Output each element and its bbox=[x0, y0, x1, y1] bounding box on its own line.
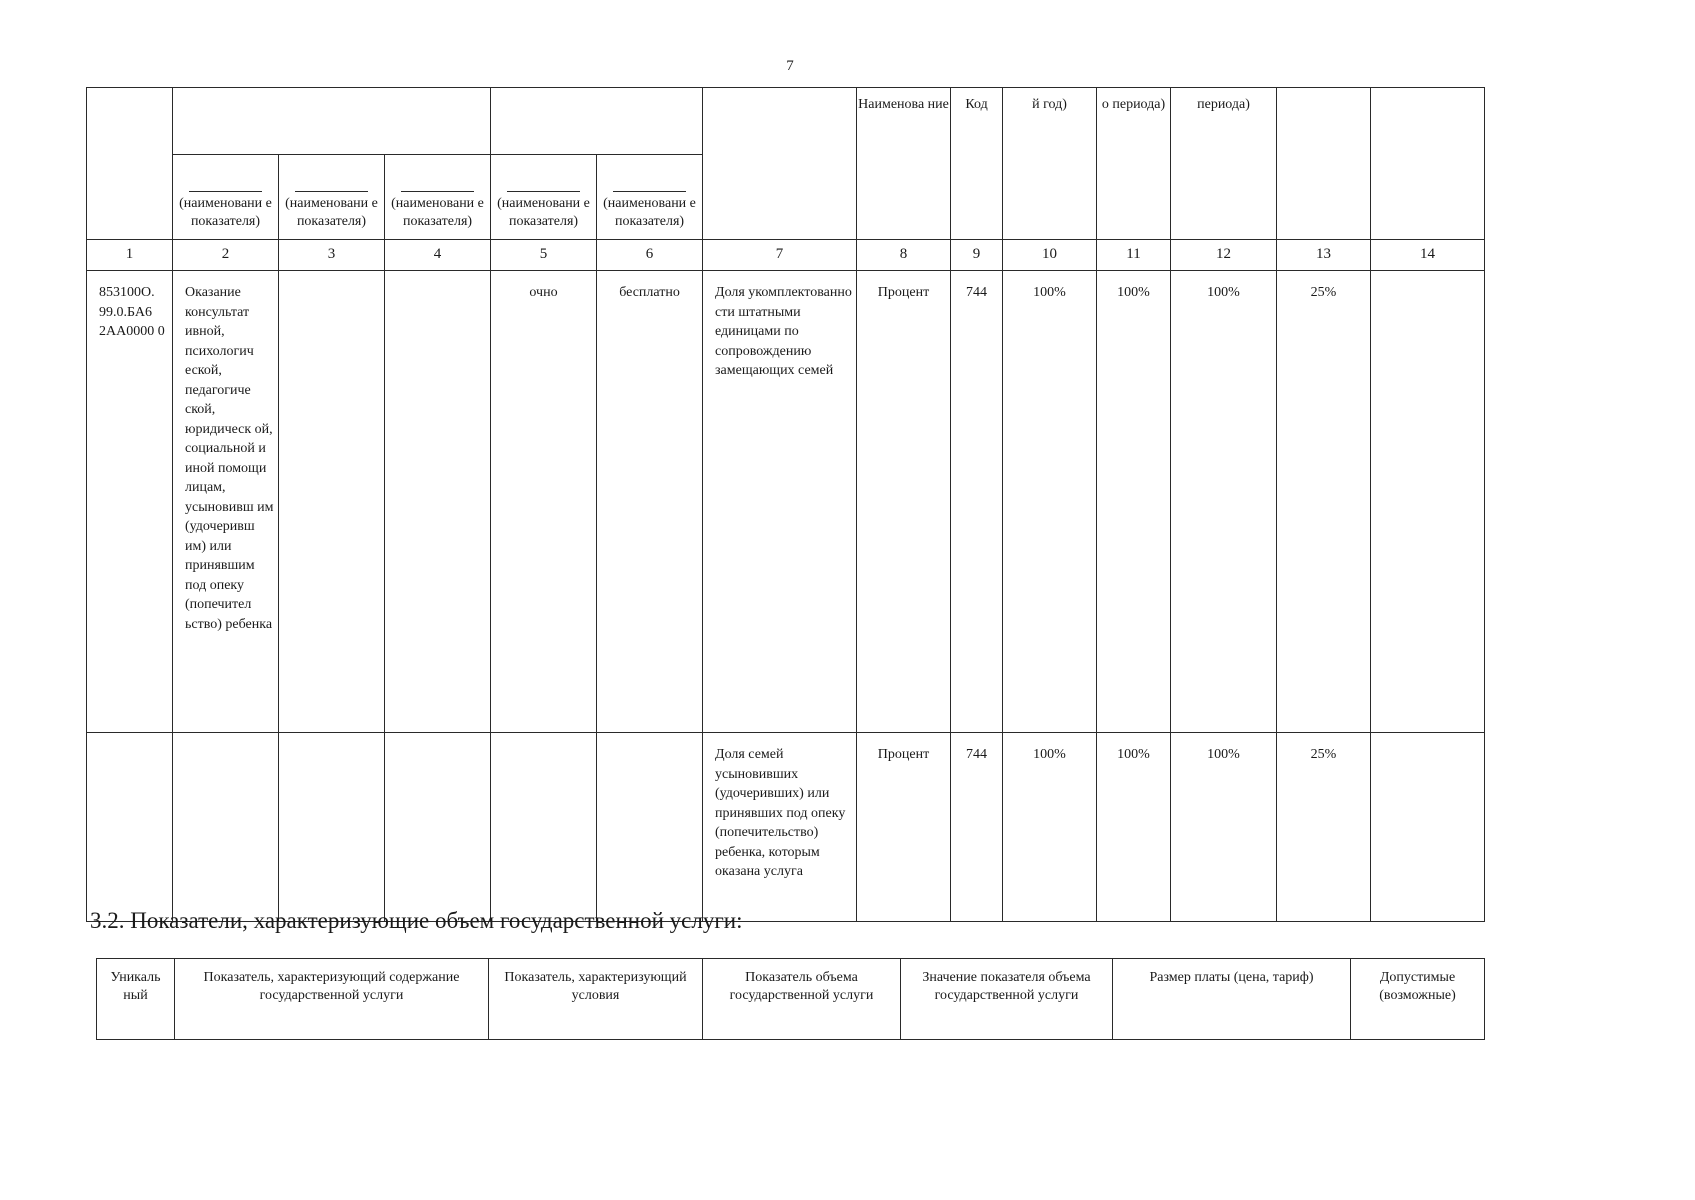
column-number: 13 bbox=[1277, 240, 1371, 271]
value-col10: 100% bbox=[1003, 733, 1097, 922]
value-col12: 100% bbox=[1171, 733, 1277, 922]
content-indicator-3 bbox=[385, 271, 491, 733]
unit-name: Процент bbox=[857, 271, 951, 733]
empty-cell bbox=[597, 733, 703, 922]
okei-code: 744 bbox=[951, 271, 1003, 733]
header-cell-indicator bbox=[703, 88, 857, 240]
column-number: 4 bbox=[385, 240, 491, 271]
column-header: Размер платы (цена, тариф) bbox=[1113, 959, 1351, 1040]
column-number: 6 bbox=[597, 240, 703, 271]
column-number: 12 bbox=[1171, 240, 1277, 271]
empty-cell bbox=[1371, 733, 1485, 922]
empty-cell bbox=[173, 733, 279, 922]
header-unit-code: Код bbox=[951, 88, 1003, 240]
table-row bbox=[87, 271, 1485, 733]
column-header: Допустимые (возможные) bbox=[1351, 959, 1485, 1040]
value-col10: 100% bbox=[1003, 271, 1097, 733]
column-number: 3 bbox=[279, 240, 385, 271]
table-row bbox=[87, 733, 1485, 922]
section-title: 3.2. Показатели, характеризующие объем государственной услуги: bbox=[90, 908, 743, 933]
column-number: 9 bbox=[951, 240, 1003, 271]
value-col14 bbox=[1371, 271, 1485, 733]
unit-name: Процент bbox=[857, 733, 951, 922]
quality-indicator-name: Доля семей усыновивших (удочеривших) или принявших под опеку (попечительство) ребенка, которым оказана услуга bbox=[703, 733, 857, 922]
sub-header-indicator-2: (наименовани е показателя) bbox=[279, 155, 385, 240]
column-number: 11 bbox=[1097, 240, 1171, 271]
column-number: 14 bbox=[1371, 240, 1485, 271]
empty-cell bbox=[385, 733, 491, 922]
header-cell-code bbox=[87, 88, 173, 240]
column-header: Показатель, характеризующий условия bbox=[489, 959, 703, 1040]
header-col13 bbox=[1277, 88, 1371, 240]
column-number: 5 bbox=[491, 240, 597, 271]
sub-header-indicator-4: (наименовани е показателя) bbox=[491, 155, 597, 240]
sub-header-indicator-1: (наименовани е показателя) bbox=[173, 155, 279, 240]
value-col12: 100% bbox=[1171, 271, 1277, 733]
quality-indicators-table bbox=[86, 87, 1485, 922]
column-header: Значение показателя объема государственной услуги bbox=[901, 959, 1113, 1040]
header-cell-content bbox=[173, 88, 491, 155]
service-content: Оказание консультат ивной, психологич еской, педагогиче ской, юридическ ой, социальной и иной помощи лицам, усыновивш им (удочеривш им) или принявшим под опеку (попечител ьство) ребенка bbox=[173, 271, 279, 733]
registry-code: 853100О. 99.0.БА6 2АА0000 0 bbox=[87, 271, 173, 733]
header-col11: о периода) bbox=[1097, 88, 1171, 240]
empty-cell bbox=[87, 733, 173, 922]
page-number: 7 bbox=[786, 58, 794, 74]
empty-cell bbox=[491, 733, 597, 922]
service-form: очно bbox=[491, 271, 597, 733]
value-col11: 100% bbox=[1097, 271, 1171, 733]
content-indicator-2 bbox=[279, 271, 385, 733]
volume-indicators-table bbox=[96, 958, 1485, 1040]
header-cell-conditions bbox=[491, 88, 703, 155]
value-col11: 100% bbox=[1097, 733, 1171, 922]
column-number: 2 bbox=[173, 240, 279, 271]
sub-header-indicator-5: (наименовани е показателя) bbox=[597, 155, 703, 240]
okei-code: 744 bbox=[951, 733, 1003, 922]
column-numbers-row bbox=[87, 240, 1485, 271]
table-header-row bbox=[97, 959, 1485, 1040]
value-col13: 25% bbox=[1277, 271, 1371, 733]
quality-indicator-name: Доля укомплектованно сти штатными единицами по сопровождению замещающих семей bbox=[703, 271, 857, 733]
column-number: 10 bbox=[1003, 240, 1097, 271]
value-col13: 25% bbox=[1277, 733, 1371, 922]
header-col12: периода) bbox=[1171, 88, 1277, 240]
column-header: Показатель, характеризующий содержание государственной услуги bbox=[175, 959, 489, 1040]
column-number: 8 bbox=[857, 240, 951, 271]
header-col14 bbox=[1371, 88, 1485, 240]
column-header: Уникаль ный bbox=[97, 959, 175, 1040]
column-number: 7 bbox=[703, 240, 857, 271]
empty-cell bbox=[279, 733, 385, 922]
header-unit-name: Наименова ние bbox=[857, 88, 951, 240]
sub-header-indicator-3: (наименовани е показателя) bbox=[385, 155, 491, 240]
service-payment: бесплатно bbox=[597, 271, 703, 733]
header-col10: й год) bbox=[1003, 88, 1097, 240]
column-header: Показатель объема государственной услуги bbox=[703, 959, 901, 1040]
column-number: 1 bbox=[87, 240, 173, 271]
